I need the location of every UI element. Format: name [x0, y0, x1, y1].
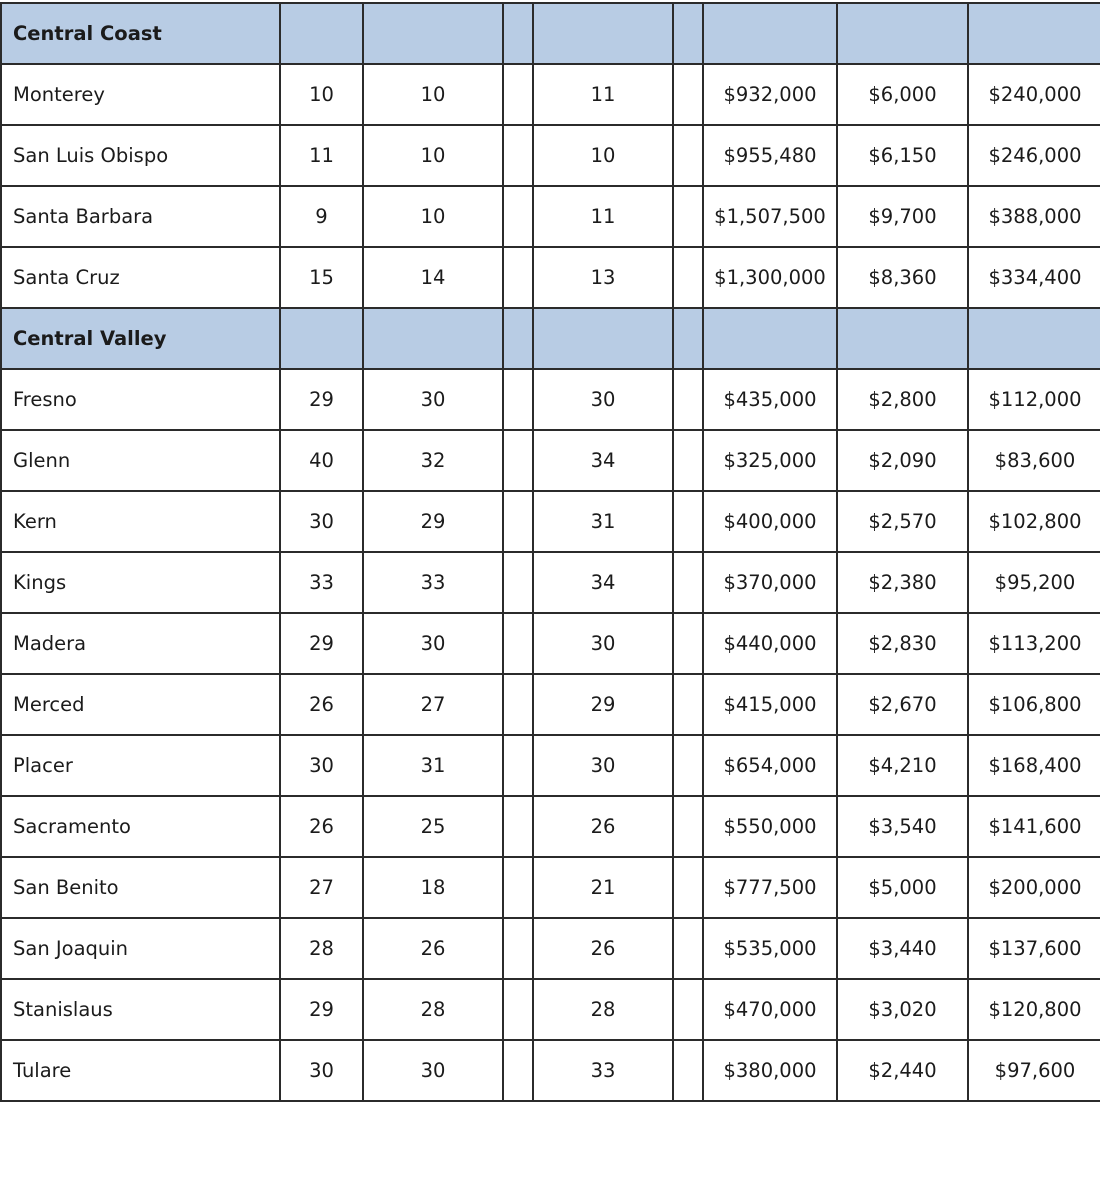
rank-col-1: 15 — [280, 247, 363, 308]
median-price: $654,000 — [703, 735, 837, 796]
section-header-empty-cell — [703, 3, 837, 64]
county-name: San Luis Obispo — [1, 125, 280, 186]
rank-col-2: 18 — [363, 857, 503, 918]
monthly-payment: $2,380 — [837, 552, 968, 613]
spacer-col-1 — [503, 735, 533, 796]
qualifying-income: $240,000 — [968, 64, 1100, 125]
rank-col-3: 34 — [533, 552, 673, 613]
section-header-empty-cell — [673, 3, 703, 64]
table-row — [1, 674, 1100, 735]
spacer-col-2 — [673, 979, 703, 1040]
monthly-payment: $2,830 — [837, 613, 968, 674]
monthly-payment: $3,020 — [837, 979, 968, 1040]
spacer-col-2 — [673, 857, 703, 918]
section-header-empty-cell — [968, 3, 1100, 64]
table-row — [1, 369, 1100, 430]
table-row — [1, 491, 1100, 552]
spacer-col-1 — [503, 613, 533, 674]
rank-col-2: 30 — [363, 1040, 503, 1101]
median-price: $955,480 — [703, 125, 837, 186]
rank-col-2: 10 — [363, 186, 503, 247]
spacer-col-2 — [673, 491, 703, 552]
rank-col-2: 30 — [363, 369, 503, 430]
rank-col-2: 33 — [363, 552, 503, 613]
qualifying-income: $168,400 — [968, 735, 1100, 796]
rank-col-2: 28 — [363, 979, 503, 1040]
rank-col-3: 30 — [533, 369, 673, 430]
median-price: $1,300,000 — [703, 247, 837, 308]
median-price: $470,000 — [703, 979, 837, 1040]
rank-col-1: 29 — [280, 613, 363, 674]
qualifying-income: $113,200 — [968, 613, 1100, 674]
rank-col-2: 26 — [363, 918, 503, 979]
rank-col-1: 40 — [280, 430, 363, 491]
county-name: Placer — [1, 735, 280, 796]
median-price: $370,000 — [703, 552, 837, 613]
rank-col-2: 10 — [363, 64, 503, 125]
qualifying-income: $141,600 — [968, 796, 1100, 857]
section-title: Central Coast — [1, 3, 280, 64]
rank-col-2: 10 — [363, 125, 503, 186]
table-row — [1, 735, 1100, 796]
rank-col-1: 30 — [280, 735, 363, 796]
spacer-col-2 — [673, 369, 703, 430]
section-header-empty-cell — [837, 3, 968, 64]
median-price: $325,000 — [703, 430, 837, 491]
spacer-col-1 — [503, 369, 533, 430]
rank-col-1: 9 — [280, 186, 363, 247]
monthly-payment: $3,440 — [837, 918, 968, 979]
spacer-col-1 — [503, 979, 533, 1040]
median-price: $435,000 — [703, 369, 837, 430]
median-price: $440,000 — [703, 613, 837, 674]
rank-col-3: 10 — [533, 125, 673, 186]
section-header-empty-cell — [503, 308, 533, 369]
section-header-empty-cell — [503, 3, 533, 64]
rank-col-3: 29 — [533, 674, 673, 735]
monthly-payment: $2,570 — [837, 491, 968, 552]
rank-col-3: 13 — [533, 247, 673, 308]
spacer-col-1 — [503, 918, 533, 979]
section-header-row — [1, 308, 1100, 369]
rank-col-1: 26 — [280, 674, 363, 735]
section-header-empty-cell — [673, 308, 703, 369]
qualifying-income: $120,800 — [968, 979, 1100, 1040]
median-price: $777,500 — [703, 857, 837, 918]
rank-col-1: 30 — [280, 491, 363, 552]
rank-col-2: 31 — [363, 735, 503, 796]
section-header-empty-cell — [363, 3, 503, 64]
section-header-row — [1, 3, 1100, 64]
spacer-col-1 — [503, 674, 533, 735]
rank-col-3: 28 — [533, 979, 673, 1040]
county-name: Monterey — [1, 64, 280, 125]
table-row — [1, 247, 1100, 308]
spacer-col-1 — [503, 64, 533, 125]
table-row — [1, 430, 1100, 491]
monthly-payment: $4,210 — [837, 735, 968, 796]
county-name: San Benito — [1, 857, 280, 918]
spacer-col-1 — [503, 857, 533, 918]
monthly-payment: $6,000 — [837, 64, 968, 125]
table-row — [1, 796, 1100, 857]
table-body — [1, 3, 1100, 1101]
table-row — [1, 979, 1100, 1040]
section-header-empty-cell — [363, 308, 503, 369]
median-price: $415,000 — [703, 674, 837, 735]
section-title: Central Valley — [1, 308, 280, 369]
median-price: $400,000 — [703, 491, 837, 552]
spacer-col-1 — [503, 247, 533, 308]
rank-col-3: 34 — [533, 430, 673, 491]
qualifying-income: $102,800 — [968, 491, 1100, 552]
rank-col-3: 26 — [533, 796, 673, 857]
monthly-payment: $5,000 — [837, 857, 968, 918]
median-price: $380,000 — [703, 1040, 837, 1101]
county-name: Fresno — [1, 369, 280, 430]
qualifying-income: $97,600 — [968, 1040, 1100, 1101]
spacer-col-2 — [673, 613, 703, 674]
median-price: $1,507,500 — [703, 186, 837, 247]
rank-col-3: 21 — [533, 857, 673, 918]
rank-col-3: 26 — [533, 918, 673, 979]
spacer-col-2 — [673, 430, 703, 491]
rank-col-2: 27 — [363, 674, 503, 735]
qualifying-income: $112,000 — [968, 369, 1100, 430]
spacer-col-2 — [673, 552, 703, 613]
rank-col-3: 31 — [533, 491, 673, 552]
rank-col-3: 33 — [533, 1040, 673, 1101]
county-name: Merced — [1, 674, 280, 735]
median-price: $550,000 — [703, 796, 837, 857]
spacer-col-1 — [503, 796, 533, 857]
spacer-col-2 — [673, 1040, 703, 1101]
table-row — [1, 613, 1100, 674]
county-name: Stanislaus — [1, 979, 280, 1040]
housing-affordability-table — [0, 2, 1100, 1102]
county-name: Santa Cruz — [1, 247, 280, 308]
monthly-payment: $2,670 — [837, 674, 968, 735]
median-price: $932,000 — [703, 64, 837, 125]
rank-col-1: 29 — [280, 369, 363, 430]
table-row — [1, 64, 1100, 125]
rank-col-3: 30 — [533, 613, 673, 674]
rank-col-1: 27 — [280, 857, 363, 918]
county-name: Glenn — [1, 430, 280, 491]
county-name: Santa Barbara — [1, 186, 280, 247]
rank-col-1: 11 — [280, 125, 363, 186]
county-name: Tulare — [1, 1040, 280, 1101]
rank-col-1: 26 — [280, 796, 363, 857]
monthly-payment: $2,800 — [837, 369, 968, 430]
qualifying-income: $95,200 — [968, 552, 1100, 613]
rank-col-1: 30 — [280, 1040, 363, 1101]
rank-col-3: 11 — [533, 64, 673, 125]
section-header-empty-cell — [837, 308, 968, 369]
monthly-payment: $6,150 — [837, 125, 968, 186]
county-name: Madera — [1, 613, 280, 674]
section-header-empty-cell — [968, 308, 1100, 369]
spacer-col-2 — [673, 735, 703, 796]
rank-col-2: 25 — [363, 796, 503, 857]
table-row — [1, 1040, 1100, 1101]
spacer-col-1 — [503, 125, 533, 186]
section-header-empty-cell — [533, 3, 673, 64]
table-row — [1, 552, 1100, 613]
rank-col-3: 11 — [533, 186, 673, 247]
section-header-empty-cell — [280, 308, 363, 369]
spacer-col-1 — [503, 1040, 533, 1101]
rank-col-2: 30 — [363, 613, 503, 674]
county-name: Sacramento — [1, 796, 280, 857]
monthly-payment: $2,440 — [837, 1040, 968, 1101]
monthly-payment: $8,360 — [837, 247, 968, 308]
rank-col-2: 29 — [363, 491, 503, 552]
qualifying-income: $137,600 — [968, 918, 1100, 979]
county-name: Kern — [1, 491, 280, 552]
rank-col-1: 28 — [280, 918, 363, 979]
qualifying-income: $200,000 — [968, 857, 1100, 918]
monthly-payment: $3,540 — [837, 796, 968, 857]
spacer-col-2 — [673, 64, 703, 125]
spacer-col-1 — [503, 186, 533, 247]
spacer-col-2 — [673, 247, 703, 308]
qualifying-income: $106,800 — [968, 674, 1100, 735]
rank-col-1: 29 — [280, 979, 363, 1040]
section-header-empty-cell — [280, 3, 363, 64]
qualifying-income: $246,000 — [968, 125, 1100, 186]
spacer-col-1 — [503, 552, 533, 613]
county-name: San Joaquin — [1, 918, 280, 979]
spacer-col-2 — [673, 186, 703, 247]
rank-col-1: 10 — [280, 64, 363, 125]
monthly-payment: $2,090 — [837, 430, 968, 491]
spacer-col-1 — [503, 430, 533, 491]
rank-col-2: 14 — [363, 247, 503, 308]
section-header-empty-cell — [703, 308, 837, 369]
table-row — [1, 125, 1100, 186]
median-price: $535,000 — [703, 918, 837, 979]
rank-col-2: 32 — [363, 430, 503, 491]
spacer-col-2 — [673, 674, 703, 735]
qualifying-income: $388,000 — [968, 186, 1100, 247]
rank-col-1: 33 — [280, 552, 363, 613]
table-row — [1, 186, 1100, 247]
spacer-col-2 — [673, 125, 703, 186]
rank-col-3: 30 — [533, 735, 673, 796]
spacer-col-1 — [503, 491, 533, 552]
county-name: Kings — [1, 552, 280, 613]
table-row — [1, 918, 1100, 979]
spacer-col-2 — [673, 796, 703, 857]
table-row — [1, 857, 1100, 918]
qualifying-income: $83,600 — [968, 430, 1100, 491]
qualifying-income: $334,400 — [968, 247, 1100, 308]
section-header-empty-cell — [533, 308, 673, 369]
spacer-col-2 — [673, 918, 703, 979]
monthly-payment: $9,700 — [837, 186, 968, 247]
